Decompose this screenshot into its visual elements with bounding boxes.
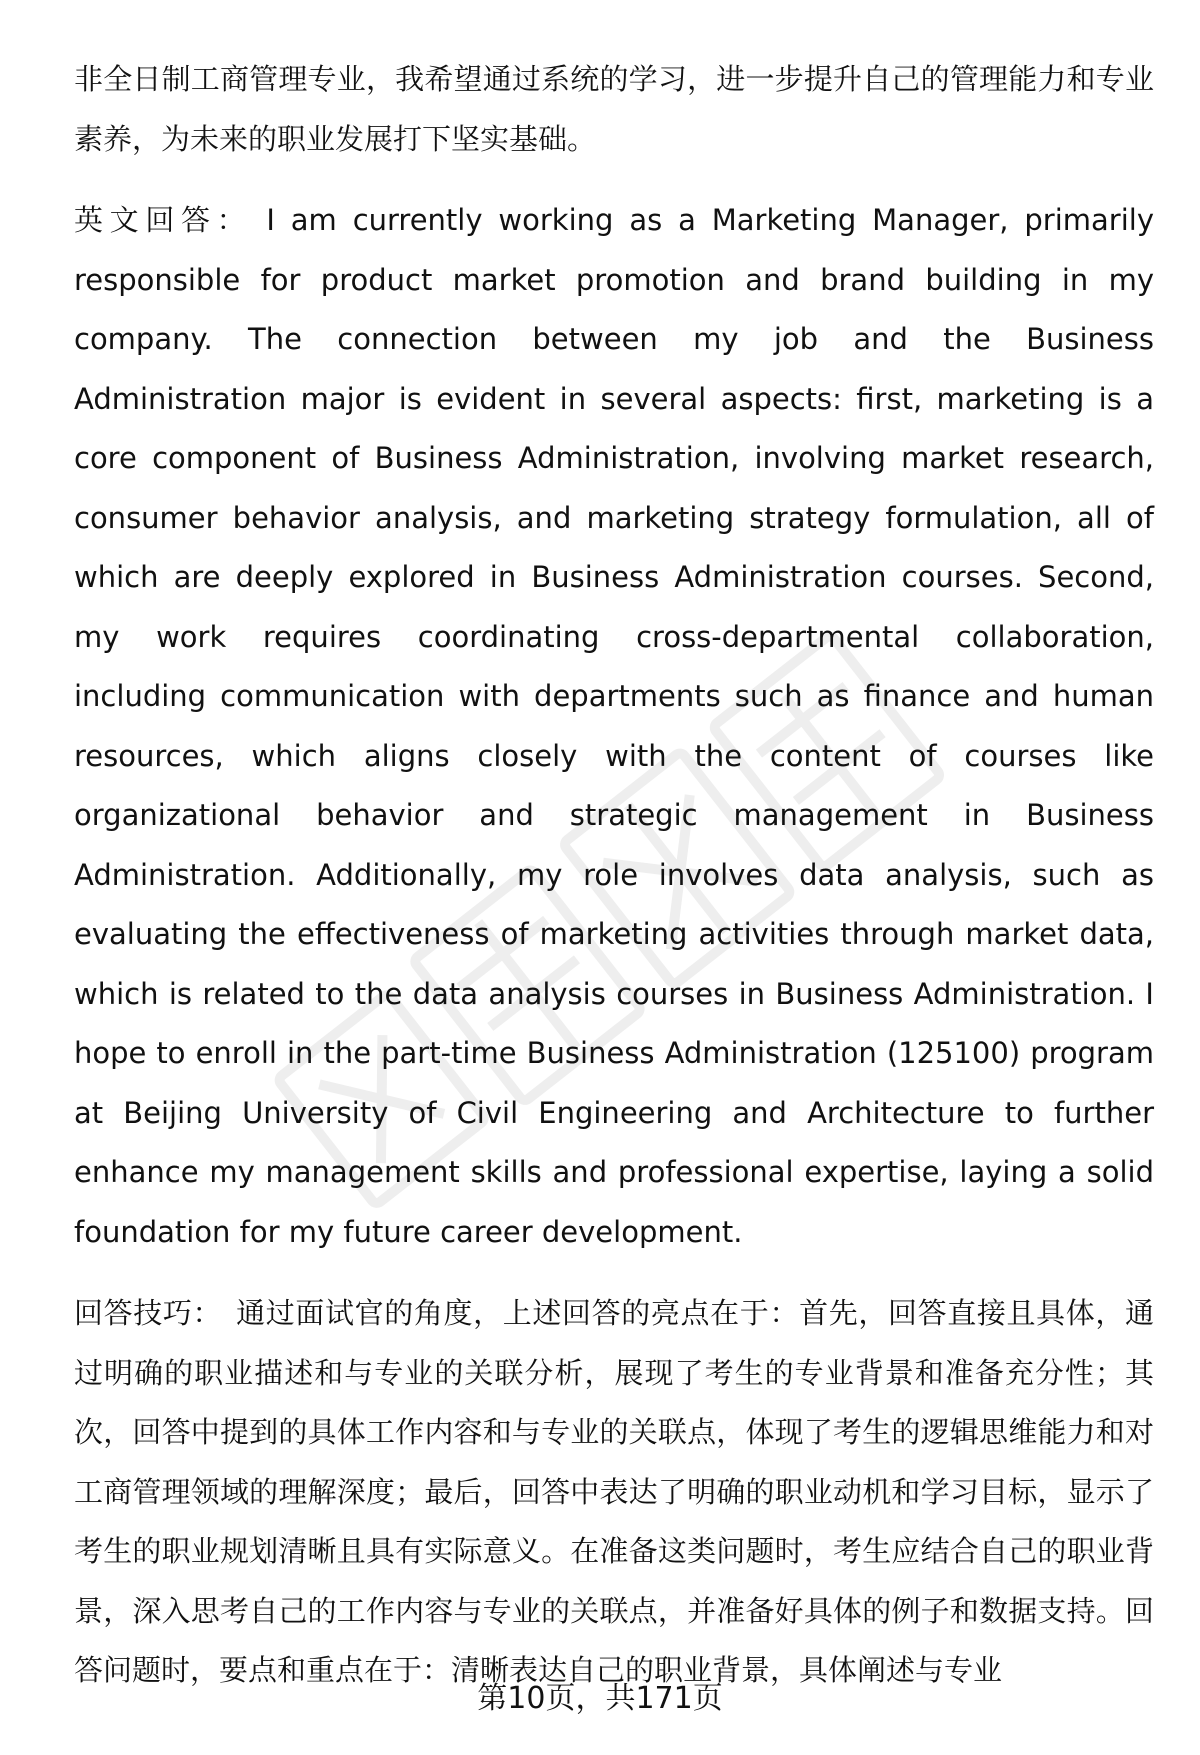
paragraph-answer-tips [74, 1284, 1154, 1701]
page-number-footer: 第10页，共171页 [477, 1681, 723, 1716]
answer-tips-text: 通过面试官的角度，上述回答的亮点在于：首先，回答直接且具体，通过明确的职业描述和与专业的关联分析，展现了考生的专业背景和准备充分性；其次，回答中提到的具体工作内容和与专业的关联点，体现了考生的逻辑思维能力和对工商管理领域的理解深度；最后，回答中表达了明确的职业动机和学习目标，显示了考生的职业规划清晰且具有实际意义。在准备这类问题时，考生应结合自己的职业背景，深入思考自己的工作内容与专业的关联点，并准备好具体的例子和数据支持。回答问题时，要点和重点在于：清晰表达自己的职业背景，具体阐述与专业 [74, 1296, 1154, 1687]
english-answer-label: 英文回答： [74, 203, 253, 237]
paragraph-english-answer [74, 191, 1154, 1262]
paragraph-intro: 非全日制工商管理专业，我希望通过系统的学习，进一步提升自己的管理能力和专业素养，为未来的职业发展打下坚实基础。 [74, 62, 1154, 156]
document-body [74, 50, 1154, 1723]
answer-tips-label: 回答技巧： [74, 1296, 223, 1330]
english-answer-text: I am currently working as a Marketing Manager, primarily responsible for product market promotion and brand building in my company. The connection between my job and the Business Administration major is evident in several aspects: first, marketing is a core component of Business Administration, involving market research, consumer behavior analysis, and marketing strategy formulation, all of which are deeply explored in Business Administration courses. Second, my work requires coordinating cross-departmental collaboration, including communication with departments such as finance and human resources, which aligns closely with the content of courses like organizational behavior and strategic management in Business Administration. Additionally, my role involves data analysis, such as evaluating the effectiveness of marketing activities through market data, which is related to the data analysis courses in Business Administration. I hope to enroll in the part-time Business Administration (125100) program at Beijing University of Civil Engineering and Architecture to further enhance my management skills and professional expertise, laying a solid foundation for my future career development. [74, 203, 1154, 1249]
